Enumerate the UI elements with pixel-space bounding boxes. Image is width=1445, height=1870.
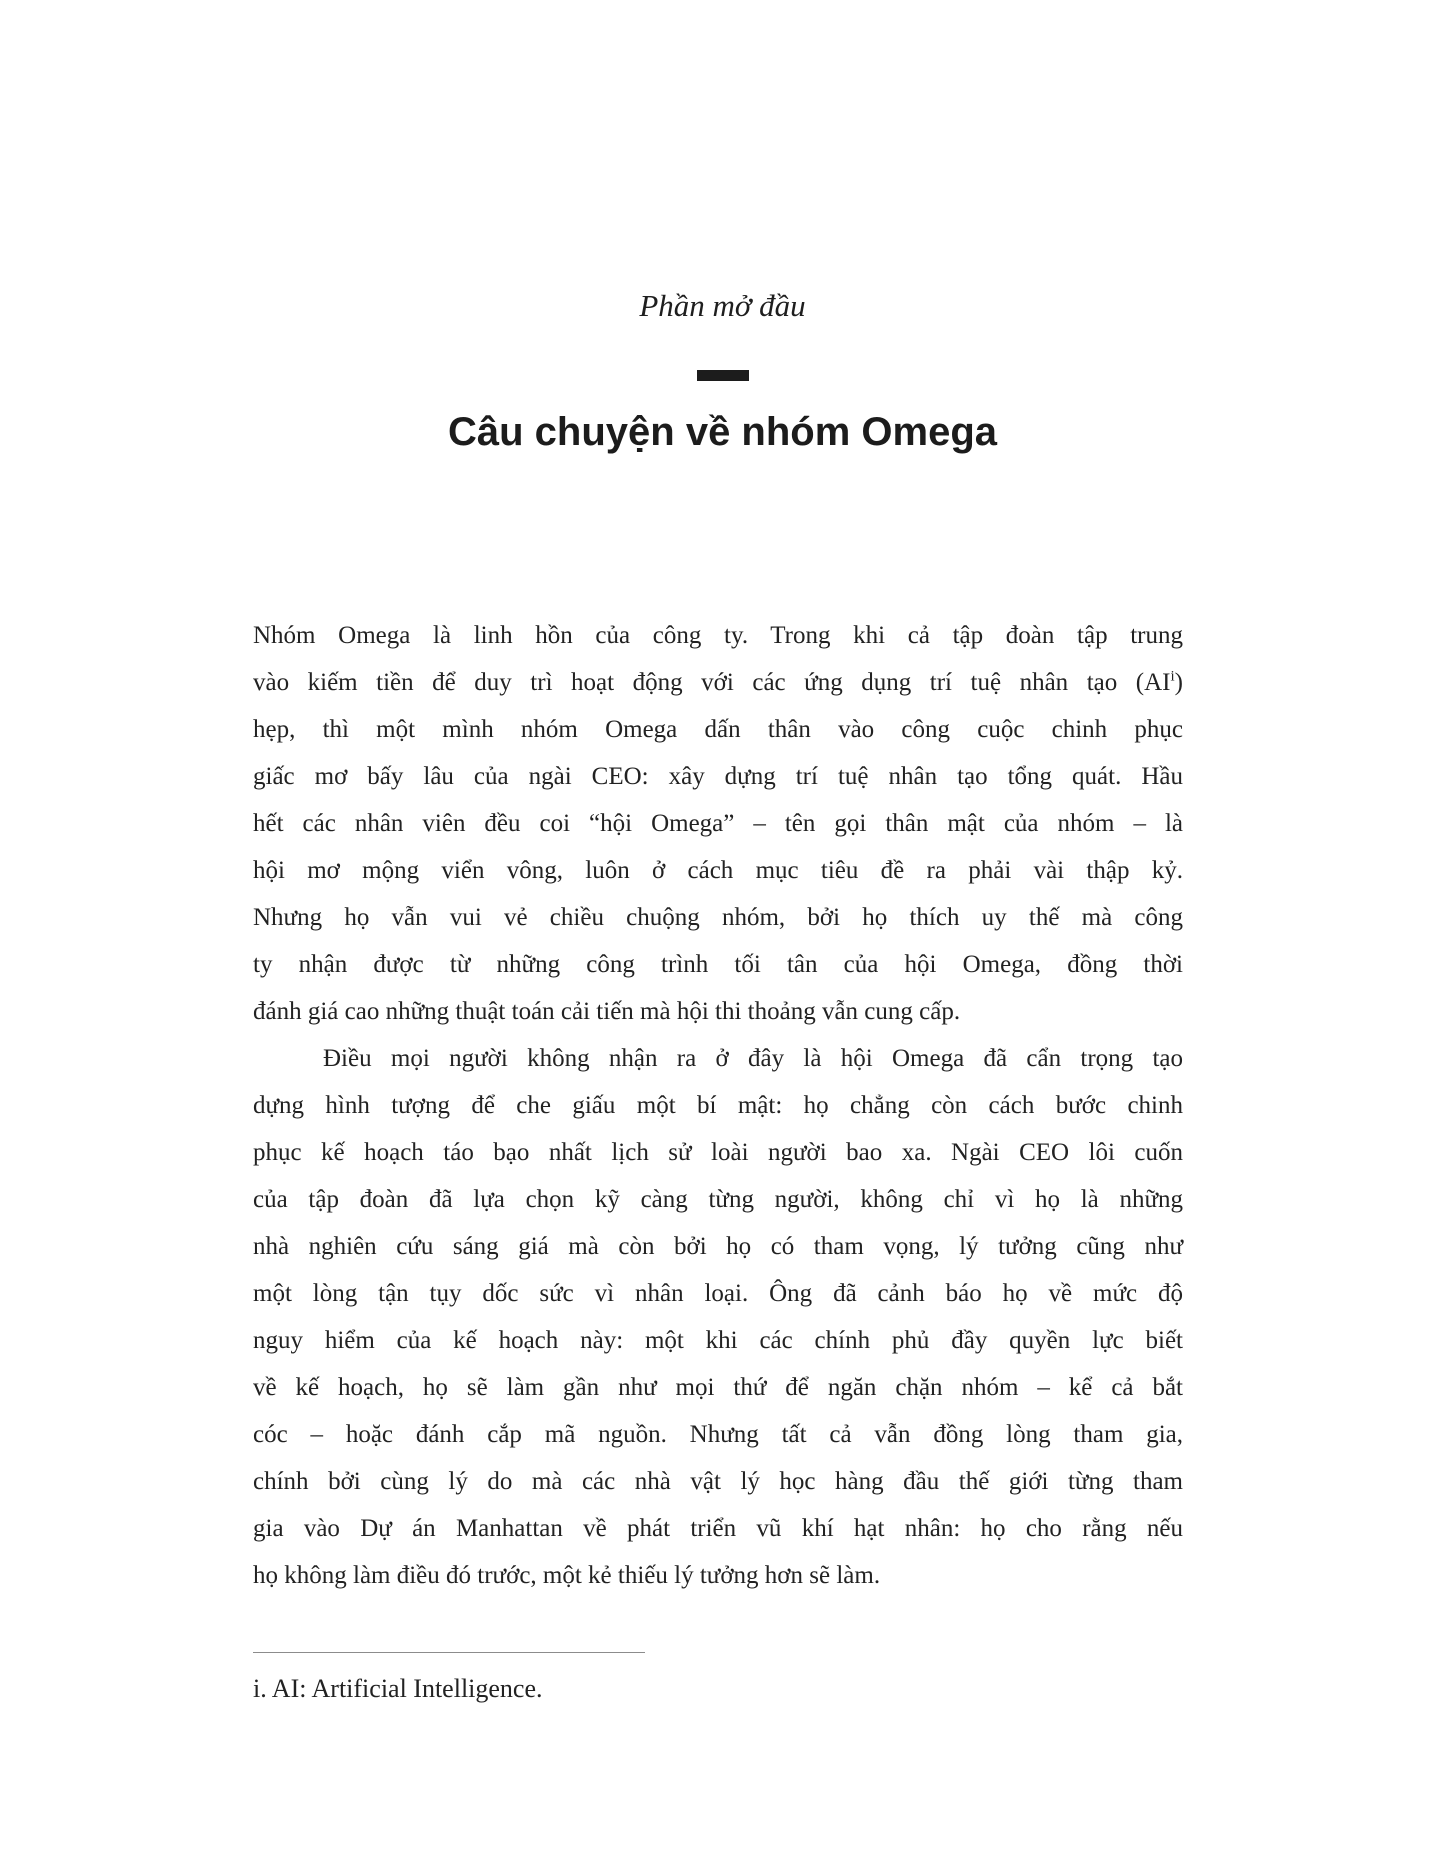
body-line: cóc – hoặc đánh cắp mã nguồn. Nhưng tất cả vẫn đồng lòng tham gia,	[253, 1421, 1183, 1448]
body-line: hết các nhân viên đều coi “hội Omega” – tên gọi thân mật của nhóm – là	[253, 810, 1183, 837]
divider-bar	[697, 370, 749, 381]
body-line: của tập đoàn đã lựa chọn kỹ càng từng người, không chỉ vì họ là những	[253, 1186, 1183, 1213]
body-line: đánh giá cao những thuật toán cải tiến mà hội thi thoảng vẫn cung cấp.	[253, 998, 961, 1025]
body-line: phục kế hoạch táo bạo nhất lịch sử loài người bao xa. Ngài CEO lôi cuốn	[253, 1139, 1183, 1166]
body-line: hẹp, thì một mình nhóm Omega dấn thân vào công cuộc chinh phục	[253, 716, 1183, 743]
body-line: một lòng tận tụy dốc sức vì nhân loại. Ông đã cảnh báo họ về mức độ	[253, 1280, 1183, 1307]
footnote: i. AI: Artificial Intelligence.	[253, 1674, 543, 1703]
body-line: ty nhận được từ những công trình tối tân của hội Omega, đồng thời	[253, 951, 1183, 978]
body-line: Điều mọi người không nhận ra ở đây là hội Omega đã cẩn trọng tạo	[323, 1045, 1183, 1072]
body-line: gia vào Dự án Manhattan về phát triển vũ khí hạt nhân: họ cho rằng nếu	[253, 1515, 1183, 1542]
body-line: nguy hiểm của kế hoạch này: một khi các chính phủ đầy quyền lực biết	[253, 1327, 1183, 1354]
body-line: vào kiếm tiền để duy trì hoạt động với các ứng dụng trí tuệ nhân tạo $(AI^i)$	[253, 668, 1183, 696]
section-label: Phần mở đầu	[639, 288, 806, 323]
body-line: về kế hoạch, họ sẽ làm gần như mọi thứ để ngăn chặn nhóm – kể cả bắt	[253, 1374, 1183, 1401]
body-line: giấc mơ bấy lâu của ngài CEO: xây dựng trí tuệ nhân tạo tổng quát. Hầu	[253, 763, 1183, 790]
body-line: dựng hình tượng để che giấu một bí mật: họ chẳng còn cách bước chinh	[253, 1092, 1183, 1119]
body-line: hội mơ mộng viển vông, luôn ở cách mục tiêu đề ra phải vài thập kỷ.	[253, 857, 1183, 884]
footnote-rule	[253, 1652, 645, 1653]
chapter-title: Câu chuyện về nhóm Omega	[447, 410, 998, 454]
body-line: Nhưng họ vẫn vui vẻ chiều chuộng nhóm, bởi họ thích uy thế mà công	[253, 904, 1183, 931]
body-line: nhà nghiên cứu sáng giá mà còn bởi họ có tham vọng, lý tưởng cũng như	[253, 1233, 1183, 1260]
body-line: Nhóm Omega là linh hồn của công ty. Trong khi cả tập đoàn tập trung	[253, 622, 1183, 649]
body-line: họ không làm điều đó trước, một kẻ thiếu lý tưởng hơn sẽ làm.	[253, 1562, 881, 1589]
body-text	[253, 612, 1183, 1599]
body-line: chính bởi cùng lý do mà các nhà vật lý học hàng đầu thế giới từng tham	[253, 1468, 1183, 1495]
